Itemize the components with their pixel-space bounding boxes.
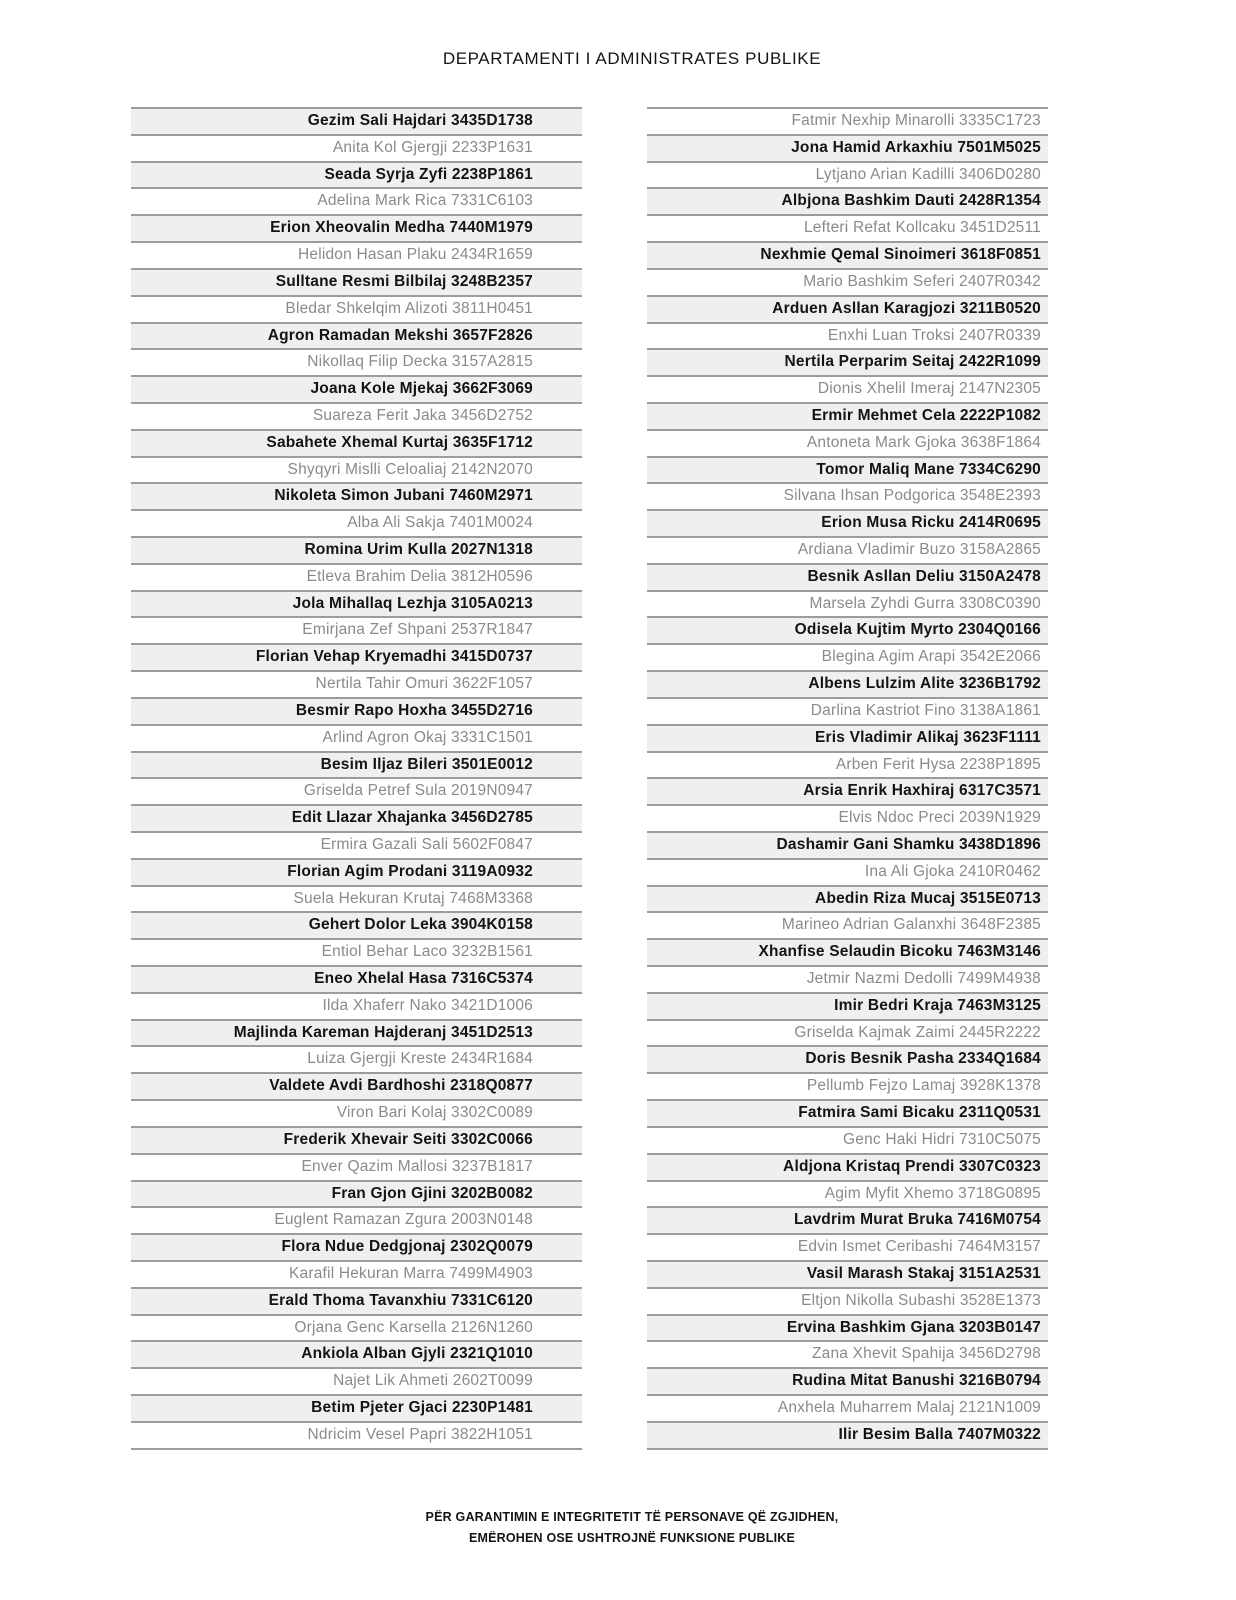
list-item: Eneo Xhelal Hasa 7316C5374 bbox=[131, 965, 582, 992]
list-item: Jetmir Nazmi Dedolli 7499M4938 bbox=[647, 965, 1048, 992]
footer-line-2: EMËROHEN OSE USHTROJNË FUNKSIONE PUBLIKE bbox=[468, 1531, 796, 1545]
list-item: Jona Hamid Arkaxhiu 7501M5025 bbox=[647, 134, 1048, 161]
list-item: Anxhela Muharrem Malaj 2121N1009 bbox=[647, 1394, 1048, 1421]
list-item: Nexhmie Qemal Sinoimeri 3618F0851 bbox=[647, 241, 1048, 268]
list-item: Vasil Marash Stakaj 3151A2531 bbox=[647, 1260, 1048, 1287]
list-item: Arben Ferit Hysa 2238P1895 bbox=[647, 751, 1048, 778]
list-item: Edit Llazar Xhajanka 3456D2785 bbox=[131, 804, 582, 831]
list-item: Etleva Brahim Delia 3812H0596 bbox=[131, 563, 582, 590]
list-item: Karafil Hekuran Marra 7499M4903 bbox=[131, 1260, 582, 1287]
list-item: Imir Bedri Kraja 7463M3125 bbox=[647, 992, 1048, 1019]
list-item: Sabahete Xhemal Kurtaj 3635F1712 bbox=[131, 429, 582, 456]
list-item: Besmir Rapo Hoxha 3455D2716 bbox=[131, 697, 582, 724]
list-item: Helidon Hasan Plaku 2434R1659 bbox=[131, 241, 582, 268]
list-item: Shyqyri Mislli Celoaliaj 2142N2070 bbox=[131, 456, 582, 483]
list-item: Eltjon Nikolla Subashi 3528E1373 bbox=[647, 1287, 1048, 1314]
list-item: Pellumb Fejzo Lamaj 3928K1378 bbox=[647, 1072, 1048, 1099]
list-item: Arlind Agron Okaj 3331C1501 bbox=[131, 724, 582, 751]
list-item: Elvis Ndoc Preci 2039N1929 bbox=[647, 804, 1048, 831]
name-column-left bbox=[131, 107, 582, 1450]
list-item: Enver Qazim Mallosi 3237B1817 bbox=[131, 1153, 582, 1180]
list-item: Ermira Gazali Sali 5602F0847 bbox=[131, 831, 582, 858]
list-item: Anita Kol Gjergji 2233P1631 bbox=[131, 134, 582, 161]
page-title: DEPARTAMENTI I ADMINISTRATES PUBLIKE bbox=[442, 49, 822, 68]
list-item: Bledar Shkelqim Alizoti 3811H0451 bbox=[131, 295, 582, 322]
list-item: Griselda Petref Sula 2019N0947 bbox=[131, 777, 582, 804]
list-item: Seada Syrja Zyfi 2238P1861 bbox=[131, 161, 582, 188]
list-item: Lefteri Refat Kollcaku 3451D2511 bbox=[647, 214, 1048, 241]
list-item: Luiza Gjergji Kreste 2434R1684 bbox=[131, 1045, 582, 1072]
list-item: Antoneta Mark Gjoka 3638F1864 bbox=[647, 429, 1048, 456]
list-item: Majlinda Kareman Hajderanj 3451D2513 bbox=[131, 1019, 582, 1046]
list-item: Fran Gjon Gjini 3202B0082 bbox=[131, 1180, 582, 1207]
list-item: Jola Mihallaq Lezhja 3105A0213 bbox=[131, 590, 582, 617]
list-item: Ankiola Alban Gjyli 2321Q1010 bbox=[131, 1340, 582, 1367]
list-item: Blegina Agim Arapi 3542E2066 bbox=[647, 643, 1048, 670]
list-item: Eris Vladimir Alikaj 3623F1111 bbox=[647, 724, 1048, 751]
list-item: Valdete Avdi Bardhoshi 2318Q0877 bbox=[131, 1072, 582, 1099]
list-item: Besnik Asllan Deliu 3150A2478 bbox=[647, 563, 1048, 590]
list-item: Griselda Kajmak Zaimi 2445R2222 bbox=[647, 1019, 1048, 1046]
list-item: Odisela Kujtim Myrto 2304Q0166 bbox=[647, 616, 1048, 643]
list-item: Rudina Mitat Banushi 3216B0794 bbox=[647, 1367, 1048, 1394]
list-item: Zana Xhevit Spahija 3456D2798 bbox=[647, 1340, 1048, 1367]
list-item: Florian Agim Prodani 3119A0932 bbox=[131, 858, 582, 885]
footer-line-1: PËR GARANTIMIN E INTEGRITETIT TË PERSONAVE QË ZGJIDHEN, bbox=[425, 1510, 839, 1524]
footer-note bbox=[28, 1507, 1236, 1549]
list-item: Albens Lulzim Alite 3236B1792 bbox=[647, 670, 1048, 697]
list-item: Dashamir Gani Shamku 3438D1896 bbox=[647, 831, 1048, 858]
list-item: Joana Kole Mjekaj 3662F3069 bbox=[131, 375, 582, 402]
list-item: Flora Ndue Dedgjonaj 2302Q0079 bbox=[131, 1233, 582, 1260]
list-item: Dionis Xhelil Imeraj 2147N2305 bbox=[647, 375, 1048, 402]
list-item: Emirjana Zef Shpani 2537R1847 bbox=[131, 616, 582, 643]
list-item: Fatmir Nexhip Minarolli 3335C1723 bbox=[647, 107, 1048, 134]
list-item: Alba Ali Sakja 7401M0024 bbox=[131, 509, 582, 536]
list-item: Ermir Mehmet Cela 2222P1082 bbox=[647, 402, 1048, 429]
name-column-right bbox=[647, 107, 1048, 1450]
list-item: Doris Besnik Pasha 2334Q1684 bbox=[647, 1045, 1048, 1072]
list-item: Ilda Xhaferr Nako 3421D1006 bbox=[131, 992, 582, 1019]
list-item: Ndricim Vesel Papri 3822H1051 bbox=[131, 1421, 582, 1448]
list-item: Erion Musa Ricku 2414R0695 bbox=[647, 509, 1048, 536]
list-item: Ardiana Vladimir Buzo 3158A2865 bbox=[647, 536, 1048, 563]
list-item: Betim Pjeter Gjaci 2230P1481 bbox=[131, 1394, 582, 1421]
list-item: Frederik Xhevair Seiti 3302C0066 bbox=[131, 1126, 582, 1153]
list-item: Fatmira Sami Bicaku 2311Q0531 bbox=[647, 1099, 1048, 1126]
list-item: Arduen Asllan Karagjozi 3211B0520 bbox=[647, 295, 1048, 322]
list-item: Euglent Ramazan Zgura 2003N0148 bbox=[131, 1206, 582, 1233]
list-item: Nertila Tahir Omuri 3622F1057 bbox=[131, 670, 582, 697]
list-item: Erald Thoma Tavanxhiu 7331C6120 bbox=[131, 1287, 582, 1314]
list-item: Marineo Adrian Galanxhi 3648F2385 bbox=[647, 911, 1048, 938]
list-item: Ilir Besim Balla 7407M0322 bbox=[647, 1421, 1048, 1448]
list-item: Entiol Behar Laco 3232B1561 bbox=[131, 938, 582, 965]
list-item: Nikoleta Simon Jubani 7460M2971 bbox=[131, 482, 582, 509]
list-item: Nikollaq Filip Decka 3157A2815 bbox=[131, 348, 582, 375]
list-item: Lytjano Arian Kadilli 3406D0280 bbox=[647, 161, 1048, 188]
list-item: Darlina Kastriot Fino 3138A1861 bbox=[647, 697, 1048, 724]
list-item: Mario Bashkim Seferi 2407R0342 bbox=[647, 268, 1048, 295]
list-item: Enxhi Luan Troksi 2407R0339 bbox=[647, 322, 1048, 349]
list-item: Abedin Riza Mucaj 3515E0713 bbox=[647, 885, 1048, 912]
name-list bbox=[131, 107, 1048, 1450]
list-item: Edvin Ismet Ceribashi 7464M3157 bbox=[647, 1233, 1048, 1260]
list-item: Adelina Mark Rica 7331C6103 bbox=[131, 187, 582, 214]
list-item: Ervina Bashkim Gjana 3203B0147 bbox=[647, 1314, 1048, 1341]
list-item: Agim Myfit Xhemo 3718G0895 bbox=[647, 1180, 1048, 1207]
list-item: Suela Hekuran Krutaj 7468M3368 bbox=[131, 885, 582, 912]
list-item: Erion Xheovalin Medha 7440M1979 bbox=[131, 214, 582, 241]
list-item: Genc Haki Hidri 7310C5075 bbox=[647, 1126, 1048, 1153]
list-item: Agron Ramadan Mekshi 3657F2826 bbox=[131, 322, 582, 349]
list-item: Besim Iljaz Bileri 3501E0012 bbox=[131, 751, 582, 778]
list-item: Albjona Bashkim Dauti 2428R1354 bbox=[647, 187, 1048, 214]
list-item: Silvana Ihsan Podgorica 3548E2393 bbox=[647, 482, 1048, 509]
list-item: Viron Bari Kolaj 3302C0089 bbox=[131, 1099, 582, 1126]
list-item: Lavdrim Murat Bruka 7416M0754 bbox=[647, 1206, 1048, 1233]
list-item: Arsia Enrik Haxhiraj 6317C3571 bbox=[647, 777, 1048, 804]
list-item: Romina Urim Kulla 2027N1318 bbox=[131, 536, 582, 563]
list-item: Sulltane Resmi Bilbilaj 3248B2357 bbox=[131, 268, 582, 295]
list-item: Nertila Perparim Seitaj 2422R1099 bbox=[647, 348, 1048, 375]
list-item: Marsela Zyhdi Gurra 3308C0390 bbox=[647, 590, 1048, 617]
list-item: Xhanfise Selaudin Bicoku 7463M3146 bbox=[647, 938, 1048, 965]
list-item: Tomor Maliq Mane 7334C6290 bbox=[647, 456, 1048, 483]
list-item: Orjana Genc Karsella 2126N1260 bbox=[131, 1314, 582, 1341]
list-item: Ina Ali Gjoka 2410R0462 bbox=[647, 858, 1048, 885]
list-item: Gehert Dolor Leka 3904K0158 bbox=[131, 911, 582, 938]
list-item: Suareza Ferit Jaka 3456D2752 bbox=[131, 402, 582, 429]
list-item: Aldjona Kristaq Prendi 3307C0323 bbox=[647, 1153, 1048, 1180]
list-item: Gezim Sali Hajdari 3435D1738 bbox=[131, 107, 582, 134]
list-item: Florian Vehap Kryemadhi 3415D0737 bbox=[131, 643, 582, 670]
list-item: Najet Lik Ahmeti 2602T0099 bbox=[131, 1367, 582, 1394]
